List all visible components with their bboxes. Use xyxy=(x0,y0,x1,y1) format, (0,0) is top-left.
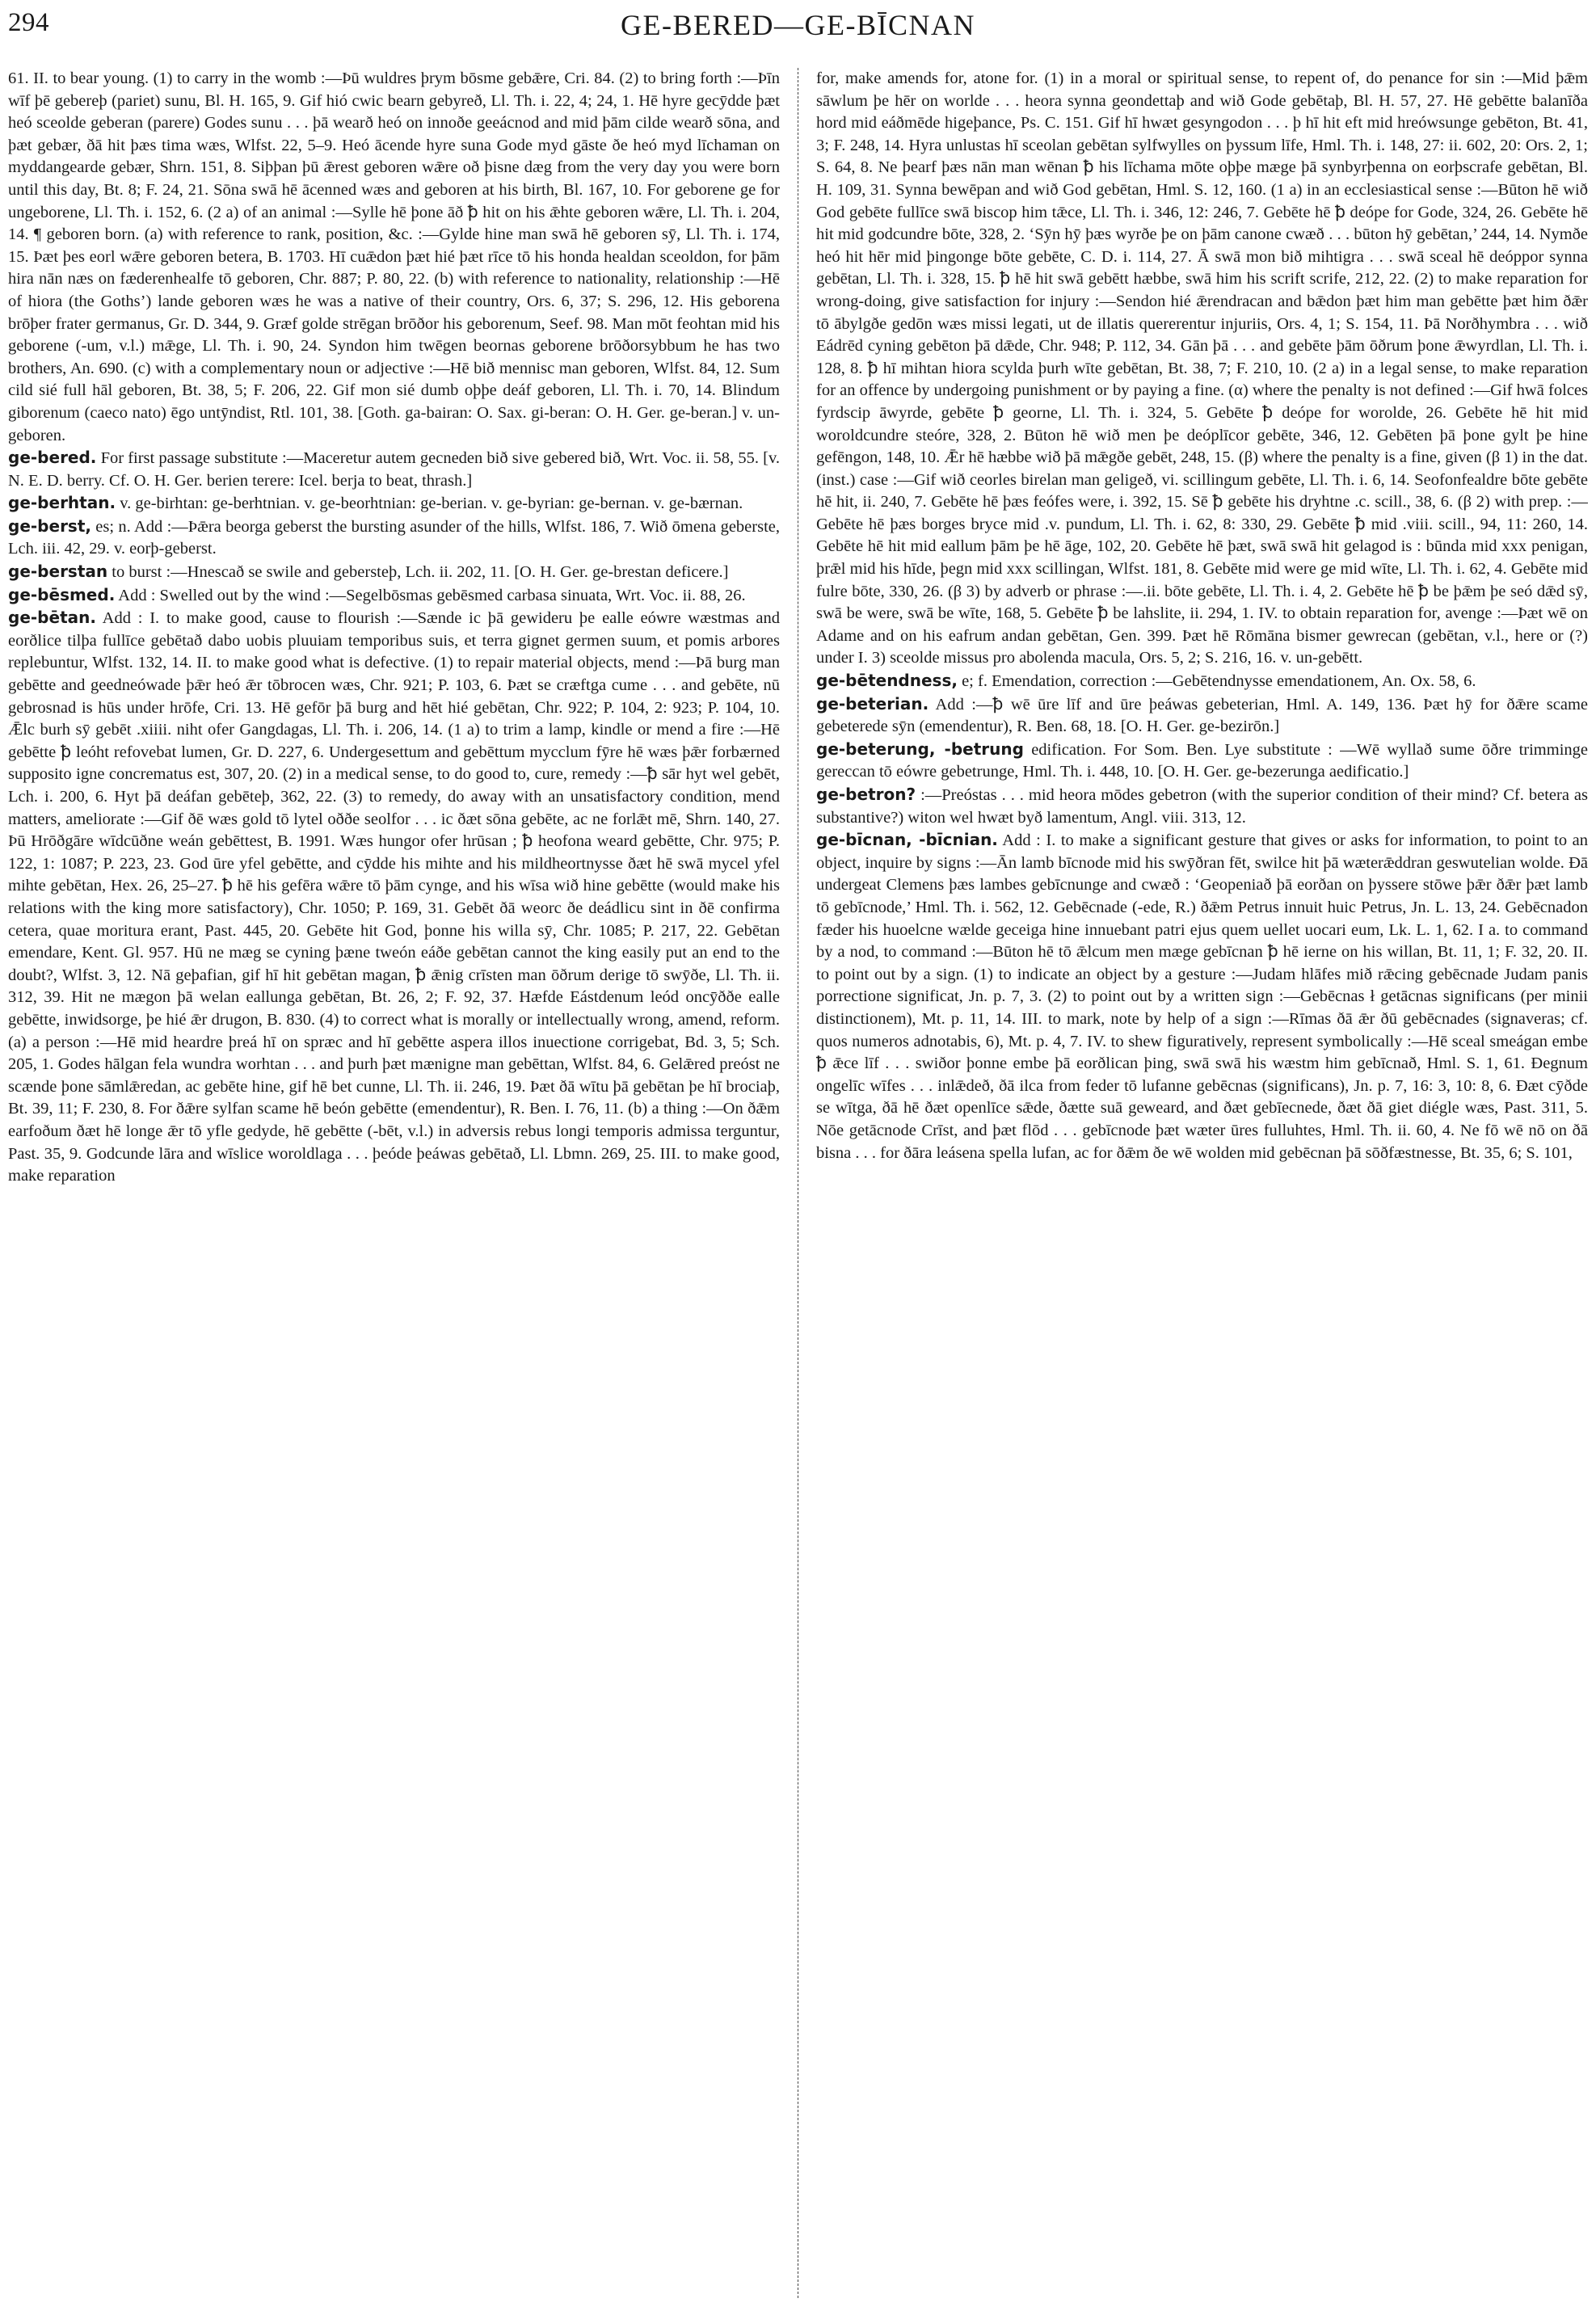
entry-text: edification. For Som. Ben. Lye substitute : —Wē wyllað sume ōðre trimminge gereccan tō eówre gebetrunge, Hml. Th. i. 448, 10. [O. H. Ger. ge-bezerunga aedificatio.] xyxy=(816,740,1588,781)
entry-text: e; f. Emendation, correction :—Gebētendnysse emendationem, An. Ox. 58, 6. xyxy=(957,672,1476,691)
entry-text: 61. II. to bear young. (1) to carry in the womb :—Þū wuldres þrym bōsme gebǣre, Cri. 84. (2) to bring forth :—Þīn wīf þē gebereþ (pariet) sunu, Bl. H. 165, 9. Gif hió cwic bearn gebyreð, Ll. Th. i. 22, 4; 24, 1. Hē hyre gecȳdde þæt heó sceolde geberan (parere) Godes sunu . . . þā wearð heó on innoðe geeácnod and mid þām cilde wearð sōna, and þæt gebær, ðā hit þæs tima wæs, Wlfst. 22, 5–9. Heó ācende hyre suna Gode myd gāste ðe heó myd līchaman on myddangearde gebær, Shrn. 151, 8. Siþþan þū ǣrest geboren wǣre oð þisne dæg from the very day you were born until this day, Bt. 8; F. 24, 21. Sōna swā hē ācenned wæs and geboren at his birth, Bl. 167, 10. For geborene ge for ungeborene, Ll. Th. i. 152, 6. (2 a) of an animal :—Sylle hē þone āð ꝥ hit on his ǣhte geboren wǣre, Ll. Th. i. 204, 14. ¶ geboren born. (a) with reference to rank, position, &c. :—Gylde hine man swā hē geboren sȳ, Ll. Th. i. 174, 15. Þæt þes eorl wǣre geboren betera, B. 1703. Hī cuǣdon þæt hié þæt rīce tō his honda healdan sceoldon, for þām hira nān næs on fæderenhealfe tō geboren, Chr. 887; P. 80, 22. (b) with reference to nationality, relationship :—Hē of hiora (the Goths’) lande geboren wæs he was a native of their country, Ors. 6, 37; S. 296, 12. His geborena brōþer frater germanus, Gr. D. 344, 9. Græf golde strēgan brōðor his geborenum, Seef. 98. Man mōt feohtan mid his geborene (-um, v.l.) mǣge, Ll. Th. i. 90, 24. Syndon him twēgen beornas geborene brōðorsybbum he has two brothers, An. 690. (c) with a complementary noun or adjective :—Hē bið mennisc man geboren, Wlfst. 84, 12. Sum cild sié full hāl geboren, Bt. 38, 5; F. 206, 22. Gif mon sié dumb oþþe deáf geboren, Ll. Th. i. 70, 14. Blindum giborenum (caeco nato) ēgo untȳndist, Rtl. 101, 38. [Goth. ga-bairan: O. Sax. gi-beran: O. H. Ger. ge-beran.] v. un-geboren. xyxy=(8,69,780,444)
dictionary-entry xyxy=(8,68,780,447)
entry-text: Add : Swelled out by the wind :—Segelbōsmas gebēsmed carbasa sinuata, Wrt. Voc. ii. 88, 26. xyxy=(115,586,746,604)
right-column xyxy=(816,68,1588,2298)
entry-text: es; n. Add :—Þǣra beorga geberst the bursting asunder of the hills, Wlfst. 186, 7. Wið ōmena geberste, Lch. iii. 42, 29. v. eorþ-geberst. xyxy=(8,517,780,558)
dictionary-entry xyxy=(8,584,780,608)
text-columns xyxy=(8,68,1588,2298)
dictionary-entry xyxy=(816,829,1588,1164)
dictionary-entry xyxy=(8,447,780,492)
entry-text: Add :—ꝥ wē ūre līf and ūre þeáwas gebeterian, Hml. A. 149, 136. Þæt hȳ for ðǣre scame gebeterede sȳn (emendentur), R. Ben. 68, 18. [O. H. Ger. ge-bezirōn.] xyxy=(816,695,1588,736)
left-column xyxy=(8,68,780,2298)
entry-headword: ge-bētendness, xyxy=(816,671,958,691)
entry-headword: ge-berhtan. xyxy=(8,493,116,513)
entry-text: Add : I. to make a significant gesture that gives or asks for information, to point to an object, inquire by signs :—Ān lamb bīcnode mid his swȳðran fēt, swilce hit þā wæterǣddran geswutelian wolde. Ðā undergeat Clemens þæs lambes gebīcnunge and cwæð : ‘Geopeniað þā eorðan on þyssere stōwe þǣr ðǣr þæt lamb tō gebīcnode,’ Hml. Th. i. 562, 12. Gebēcnade (-ede, R.) ðǣm Petrus innuit huic Petrus, Jn. L. 13, 24. Gebēcnadon fæder his huoelcne wælde geceiga hine innuebant patri ejus quem uellet uocari eum, Lk. L. 1, 62. I a. to command by a nod, to command :—Būton hē tō ǣlcum men mæge gebīcnan ꝥ hē ierne on his willan, Bt. 11, 1; F. 32, 20. II. to point out by a sign. (1) to indicate an object by a gesture :—Judam hlāfes mið rǣcing gebēcnade Judam panis porrectione significat, Jn. p. 7, 3. (2) to point out by a written sign :—Gebēcnas ł getācnas significans (per minii distinctionem), Mt. p. 11, 14. III. to mark, note by help of a sign :—Rīmas ðā ǣr ðū gebēcnades (signaveras; cf. quos numeros adnotabis, 6), Mt. p. 4, 7. IV. to shew figuratively, represent symbolically :—Hē sceal smeágan embe ꝥ ǣce līf . . . swiðor þonne embe þā eorðlican þing, swā swā his wæstm him gebīcnað, Hml. S. 1, 61. Ðegnum ongelīc wīfes . . . inlǣdeð, ðā ilca from feder tō lufanne gebēcnas (significans), Jn. p. 7, 16: 3, 10: 8, 6. Ðæt cȳðde se wītga, ðā hē ðæt openlīce sǣde, ðætte suā geweard, and ðæt gebīecnede, ðæt ðā giet diégle wæs, Past. 311, 5. Nōe getācnode Crīst, and þæt flōd . . . gebīcnode þæt wæter ūres fulluhtes, Hml. Th. ii. 60, 4. Ne fō wē nō on ðā bisna . . . for ðāra leásena spella lufan, ac for ðǣm ðe wē wolden mid gebēcnan þā sōðfæstnesse, Bt. 35, 6; S. 101, xyxy=(816,831,1588,1162)
page-header xyxy=(8,5,1588,45)
entry-text: v. ge-birhtan: ge-berhtnian. v. ge-beorhtnian: ge-berian. v. ge-byrian: ge-bernan. v. ge-bærnan. xyxy=(116,495,743,513)
page-number: 294 xyxy=(8,8,49,37)
entry-headword: ge-beterian. xyxy=(816,693,929,714)
entry-text: Add : I. to make good, cause to flourish :—Sænde ic þā gewideru þe ealle eówre wæstmas and eorðlice tilþa fullīce gebētað dabo uobis pluuiam temporibus suis, et terra gignet germen suum, et pomis arbores replebuntur, Wlfst. 132, 14. II. to make good what is defective. (1) to repair material objects, mend :—Þā burg man gebētte and geedneówade þǣr heó ǣr tōbrocen wæs, Chr. 921; P. 103, 6. Þæt se cræftga cume . . . and gebēte, nū gebrosnad is hūs under hrōfe, Cri. 13. Hē gefōr þā burg and hēt hié gebētan, Chr. 922; P. 104, 2: 923; P. 104, 10. Ǣlc burh sȳ gebēt .xiiii. niht ofer Gangdagas, Ll. Th. i. 206, 14. (1 a) to trim a lamp, kindle or mend a fire :—Hē gebētte ꝥ leóht refovebat lumen, Gr. D. 227, 6. Undergesettum and gebēttum mycclum fȳre hē wæs þǣr forbærned supposito igne concrematus est, 307, 20. (2) in a medical sense, to do good to, cure, remedy :—ꝥ sār hyt wel gebēt, Lch. i. 200, 6. Hyt þā deáfan gebēteþ, 362, 22. (3) to remedy, do away with an unsatisfactory condition, mend matters, ameliorate :—Gif ðē wæs gold tō lytel oððe seolfor . . . ic ðæt sōna gebēte, ac ne forlǣt mē, Shrn. 140, 27. Þū Hrōðgāre wīdcūðne weán gebēttest, B. 1991. Wæs hungor ofer hrūsan ; ꝥ heofona weard gebētte, Chr. 975; P. 122, 1: 1087; P. 223, 23. God ūre yfel gebētte, and cȳdde his mihte and his mildheortnysse ðæt hē swā mycel yfel mihte gebētan, Hex. 26, 25–27. ꝥ hē his gefēra wǣre tō þām cynge, and his wīsa wið hine gebētte (would make his relations with the king more satisfactory), Chr. 1050; P. 169, 31. Gebēt ðā weorc ðe deádlicu sint in ðē confirma cetera, quae moritura erant, Past. 445, 20. Gebēte hit God, þonne his willa sȳ, Chr. 1085; P. 217, 22. Gebētan emendare, Kent. Gl. 957. Hū ne mæg se cyning þæne tweón eáðe gebētan cannot the king easily put an end to the doubt?, Wlfst. 3, 12. Nā geþafian, gif hī hit gebētan magan, ꝥ ǣnig crīsten man ōðrum derige tō swȳðe, Ll. Th. ii. 312, 39. Hit ne mægon þā welan eallunga gebētan, Bt. 26, 2; F. 92, 37. Hæfde Eástdenum leód oncȳððe ealle gebētte, inwidsorge, þe hié ǣr drugon, B. 830. (4) to correct what is morally or intellectually wrong, amend, reform. (a) a person :—Hē mid heardre þreá hī on spræc and hī gebētte aspera illos inuectione corrigebat, Bd. 3, 5; Sch. 205, 1. Godes hālgan fela wundra worhtan . . . and þurh þæt mænigne man gebēttan, Wlfst. 84, 6. Gelǣred preóst ne scænde þone sāmlǣredan, ac gebēte hine, gif hē bet cunne, Ll. Th. ii. 246, 19. Þæt ðā wītu þā gebētan þe hī brociaþ, Bt. 39, 11; F. 230, 8. For ðǣre sylfan scame hē beón gebētte (emendentur), R. Ben. I. 76, 11. (b) a thing :—On ðǣm earfoðum ðæt hē longe ǣr tō yfle gedyde, hē gebētte (-bēt, v.l.) in adversis rebus longi temporis admissa terguntur, Past. 35, 9. Godcunde lāra and wīslice woroldlaga . . . þeóde þeáwas gebētað, Ll. Lbmn. 269, 25. III. to make good, make reparation xyxy=(8,609,780,1185)
entry-headword: ge-bētan. xyxy=(8,608,96,628)
dictionary-entry xyxy=(8,516,780,561)
entry-headword: ge-berstan xyxy=(8,562,108,582)
entry-headword: ge-bēsmed. xyxy=(8,584,116,604)
entry-text: For first passage substitute :—Maceretur autem gecneden bið sive gebered bið, Wrt. Voc. ii. 58, 55. [v. N. E. D. berry. Cf. O. H. Ger. berien terere: Icel. berja to beat, thrash.] xyxy=(8,449,780,490)
entry-headword: ge-bīcnan, -bīcnian. xyxy=(816,830,998,850)
dictionary-entry xyxy=(816,670,1588,693)
entry-headword: ge-berst, xyxy=(8,516,91,536)
dictionary-entry xyxy=(816,68,1588,670)
dictionary-entry xyxy=(8,492,780,516)
entry-text: :—Preóstas . . . mid heora mōdes gebetron (with the superior condition of their mind? Cf. betera as substantive?) witon wel hwæt byð lamentum, Angl. viii. 313, 12. xyxy=(816,786,1588,827)
entry-headword: ge-beterung, -betrung xyxy=(816,739,1024,759)
entry-text: for, make amends for, atone for. (1) in a moral or spiritual sense, to repent of, do penance for sin :—Mid þǣm sāwlum þe hēr on worlde . . . heora synna geondettaþ and wið Gode gebētaþ, Bl. H. 57, 27. Hē gebētte balanīða hord mid eáðmēde higeþance, Ps. C. 151. Gif hī hwæt gesyngodon . . . þ hī hit eft mid hreówsunge gebēton, Bt. 41, 3; F. 248, 14. Hyra unlustas hī sceolan gebētan sylfwylles on þyssum līfe, Hml. Th. i. 148, 27: ii. 602, 20: Ors. 2, 1; S. 64, 8. Ne þearf þæs nān man wēnan ꝥ his līchama mōte oþþe mæge þā synbyrþenna on eorþscrafe gebētan, Bl. H. 109, 31. Synna bewēpan and wið God gebētan, Hml. S. 12, 160. (1 a) in an ecclesiastical sense :—Būton hē wið God gebēte fullīce swā biscop him tǣce, Ll. Th. i. 346, 12: 246, 7. Gebēte hē ꝥ deópe for Gode, 324, 26. Gebēte hē hit mid godcundre bōte, 328, 2. ‘Sȳn hȳ þæs wyrðe þe on þām canone cwæð . . . būton hȳ gebētan,’ 244, 14. Nymðe heó hit hēr mid þingonge bōte gebēte, C. D. i. 114, 27. Ā swā mon bið mihtigra . . . swā sceal hē deóppor synna gebētan, Ll. Th. i. 328, 15. ꝥ hē hit swā gebētt hæbbe, swā him his scrift scrife, 212, 22. (2) to make reparation for wrong-doing, give satisfaction for injury :—Sendon hié ǣrendracan and bǣdon þæt him man gebētte þæt him ðǣr tō ābylgðe gedōn wæs missi legati, ut de illatis quererentur injuriis, Ors. 4, 1; S. 154, 11. Þā Norðhymbra . . . wið Eádrēd cyning gebēton þā dǣde, Chr. 948; P. 112, 34. Gān þā . . . and gebēte þām ōðrum þone ǣwyrdlan, Ll. Th. i. 128, 8. ꝥ hī mihtan hiora scylda þurh wīte gebētan, Bt. 38, 7; F. 210, 10. (2 a) in a legal sense, to make reparation for an offence by undergoing punishment or by paying a fine. (α) where the penalty is not defined :—Gif hwā folces fyrdscip āwyrde, gebēte ꝥ georne, Ll. Th. i. 324, 5. Gebēte ꝥ deópe for worolde, 26. Gebēte hē hit mid woroldcundre steóre, 328, 2. Būton hē wið men þe deóplīcor gebēte, 346, 12. Gebēten þā þone gylt þe hine gefēngon, 148, 10. Ǣr hē hæbbe wið þā mǣgðe gebēt, 248, 15. (β) where the penalty is a fine, given (β 1) in the dat. (inst.) case :—Gif wið ceorles birelan man geligeð, vi. scillingum gebēte, Ll. Th. i. 6, 14. Seofonfealdre bōte gebēte hē hit, ii. 240, 7. Gebēte hē þæs feófes were, i. 392, 15. Sē ꝥ gebēte his dryhtne .c. scill., 38, 6. (β 2) with prep. :—Gebēte hē þæs borges bryce mid .v. pundum, Ll. Th. i. 62, 8: 330, 29. Gebēte ꝥ mid .viii. scill., 94, 11: 260, 14. Gebēte hē hit mid eallum þām þe hē āge, 102, 20. Gebēte hē þæt, swā swā hit gelagod is : būnda mid xxx penigan, þrǣl mid his hīde, þegn mid xxx scillingan, Wlfst. 181, 8. Gebēte mid were ge mid wīte, Ll. Th. i. 62, 4. Gebēte mid fulre bōte, 330, 26. (β 3) by adverb or phrase :—.ii. bōte gebēte, Ll. Th. i. 4, 2. Gebēte hē ꝥ be þǣm þe seó dǣd sȳ, swā be were, swā be wīte, 168, 5. Gebēte ꝥ be lahslite, ii. 294, 1. IV. to obtain reparation for, avenge :—Þæt wē on Adame and on his eafrum andan gebētan, Gen. 399. Þæt hē Rōmāna bismer gewrecan (gebētan, v.l., here or (?) under I. 3) sceolde missus pro abolenda macula, Ors. 5, 2; S. 216, 16. v. un-gebētt. xyxy=(816,69,1588,667)
dictionary-entry xyxy=(8,561,780,584)
dictionary-entry xyxy=(816,739,1588,784)
dictionary-entry xyxy=(816,784,1588,829)
running-title: GE-BERED—GE-BĪCNAN xyxy=(621,9,975,41)
entry-headword: ge-bered. xyxy=(8,448,97,468)
entry-headword: ge-betron? xyxy=(816,785,916,804)
dictionary-entry xyxy=(816,693,1588,739)
entry-text: to burst :—Hnescað se swile and gebersteþ, Lch. ii. 202, 11. [O. H. Ger. ge-brestan deficere.] xyxy=(107,563,729,582)
dictionary-entry xyxy=(8,607,780,1187)
